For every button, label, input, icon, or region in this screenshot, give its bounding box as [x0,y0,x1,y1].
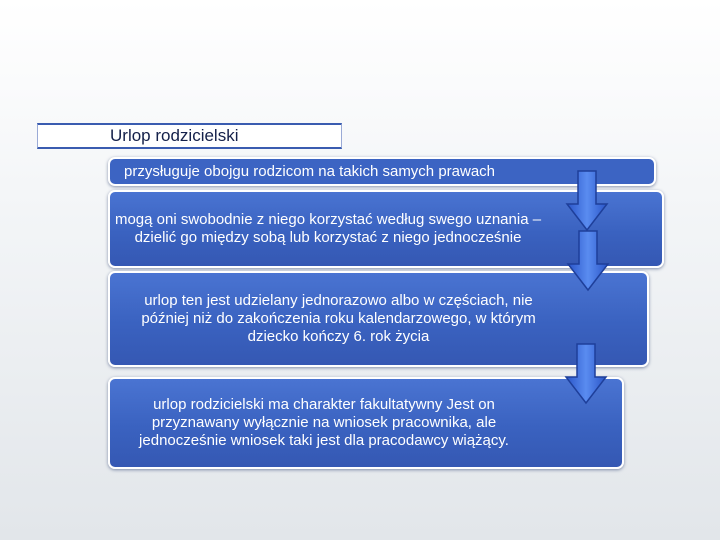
step-text-1: przysługuje obojgu rodzicom na takich samych prawach [124,162,496,180]
down-arrow-icon-3 [564,343,608,405]
down-arrow-icon-1 [565,170,609,232]
step-text-4: urlop rodzicielski ma charakter fakultatywny Jest on przyznawany wyłącznie na wniosek pracownika, ale jednocześnie wniosek taki jest dla pracodawcy wiążący. [139,396,509,449]
down-arrow-icon-2 [566,230,610,292]
step-text-3: urlop ten jest udzielany jednorazowo albo w częściach, nie później niż do zakończenia roku kalendarzowego, w którym dziecko kończy 6. rok życia [141,292,536,345]
diagram-title: Urlop rodzicielski [37,123,342,149]
step-text-2: mogą oni swobodnie z niego korzystać według swego uznania – dzielić go między sobą lub korzystać z niego jednocześnie [114,211,542,246]
step-box-4 [108,377,624,469]
